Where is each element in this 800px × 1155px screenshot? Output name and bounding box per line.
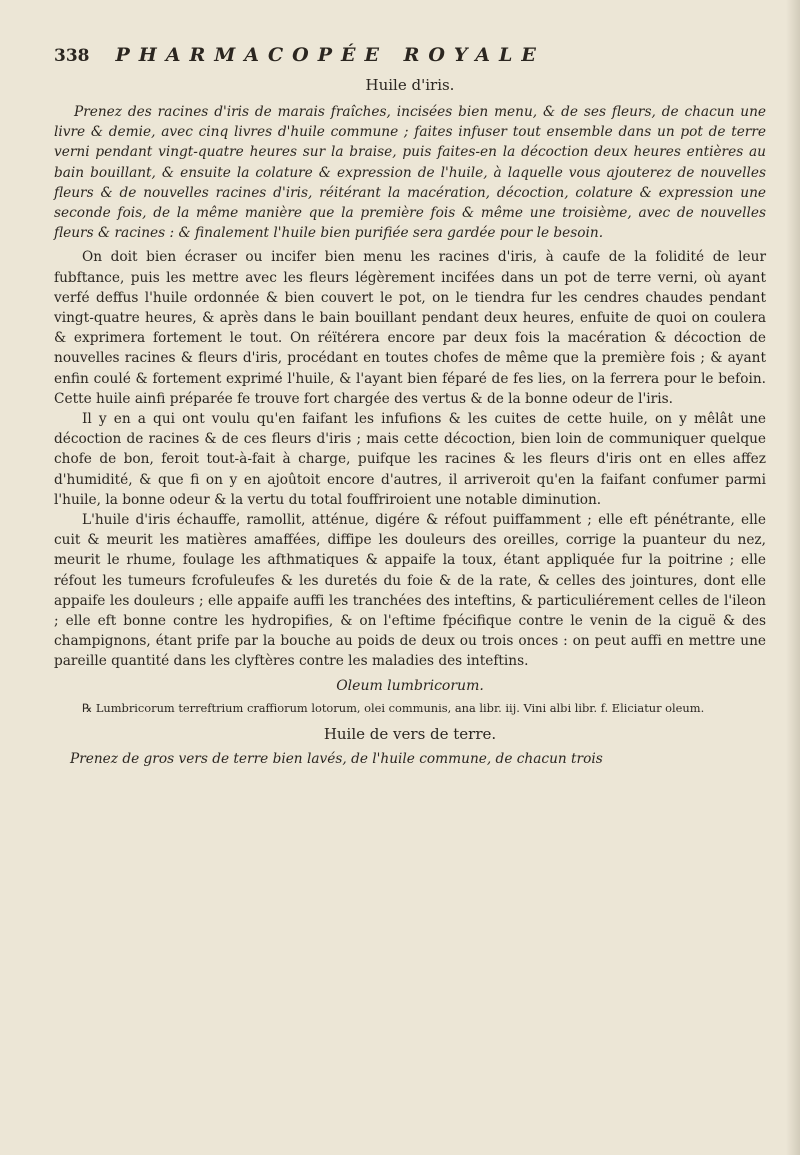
recipe-start: Prenez de gros vers de terre bien lavés, de l'huile commune, de chacun trois (70, 750, 603, 767)
paragraph: L'huile d'iris échauffe, ramollit, atténue, digére & réfout puiffamment ; elle eft pénétrante, elle cuit & meurit les matières amaffées, diffipe les douleurs des oreilles, corrige la puanteur du nez, meurit le rhume, foulage les afthmatiques & appaife la toux, étant appliquée fur la poitrine ; elle réfout les tumeurs fcrofuleufes & les duretés du foie & de la rate, & celles des jointures, dont elle appaife les douleurs ; elle appaife auffi les tranchées des inteftins, & particuliérement celles de l'ileon ; elle eft bonne contre les hydropifies, & on l'eftime fpécifique contre le venin de la ciguë & des champignons, étant prife par la bouche au poids de deux ou trois onces : on peut auffi en mettre une pareille quantité dans les clyftères contre les maladies des inteftins. (54, 512, 766, 670)
section-title-2: Huile de vers de terre. (323, 724, 497, 743)
paragraph: Il y en a qui ont voulu qu'en faifant les infufions & les cuites de cette huile, on y mêlât une décoction de racines & de ces fleurs d'iris ; mais cette décoction, bien loin de communiquer quelque chofe de bon, feroit tout-à-fait à charge, puifque les racines & les fleurs d'iris ont en elles affez d'humidité, & que fi on y en ajoûtoit encore d'autres, il arriveroit qu'en la faifant confumer parmi l'huile, la bonne odeur & la vertu du total fouffriroient une notable diminution. (54, 411, 766, 508)
page-number: 338 (54, 46, 90, 66)
latin-heading: Oleum lumbricorum. (336, 677, 484, 694)
running-title: PHARMACOPÉE ROYALE (115, 44, 545, 66)
recipe-text: Prenez des racines d'iris de marais fraîches, incisées bien menu, & de ses fleurs, de chacun une livre & demie, avec cinq livres d'huile commune ; faites infuser tout ensemble dans un pot de terre verni pendant vingt-quatre heures sur la braise, puis faites-en la décoction deux heures entières au bain bouillant, & ensuite la colature & expression de l'huile, à laquelle vous ajouterez de nouvelles fleurs & de nouvelles racines d'iris, réitérant la macération, décoction, colature & expression une seconde fois, de la même manière que la première fois & même une troisième, avec de nouvelles fleurs & racines : & finalement l'huile bien purifiée sera gardée pour le besoin. (54, 104, 766, 242)
running-head (54, 44, 766, 66)
latin-text: ℞ Lumbricorum terreftrium craffiorum lotorum, olei communis, ana libr. iij. Vini albi libr. f. Eliciatur oleum. (82, 700, 705, 715)
page-edge-shadow (786, 0, 800, 1155)
paragraph: On doit bien écraser ou incifer bien menu les racines d'iris, à caufe de la folidité de leur fubftance, puis les mettre avec les fleurs légèrement incifées dans un pot de terre verni, où ayant verfé deffus l'huile ordonnée & bien couvert le pot, on le tiendra fur les cendres chaudes pendant vingt-quatre heures, & après dans le bain bouillant pendant deux heures, enfuite de quoi on coulera & exprimera fortement le tout. On réïtérera encore par deux fois la macération & décoction de nouvelles racines & fleurs d'iris, procédant en toutes chofes de même que la première fois ; & ayant enfin coulé & fortement exprimé l'huile, & l'ayant bien féparé de fes lies, on la ferrera pour le befoin. Cette huile ainfi préparée fe trouve fort chargée des vertus & de la bonne odeur de l'iris. (54, 249, 766, 407)
section-title: Huile d'iris. (365, 76, 455, 94)
